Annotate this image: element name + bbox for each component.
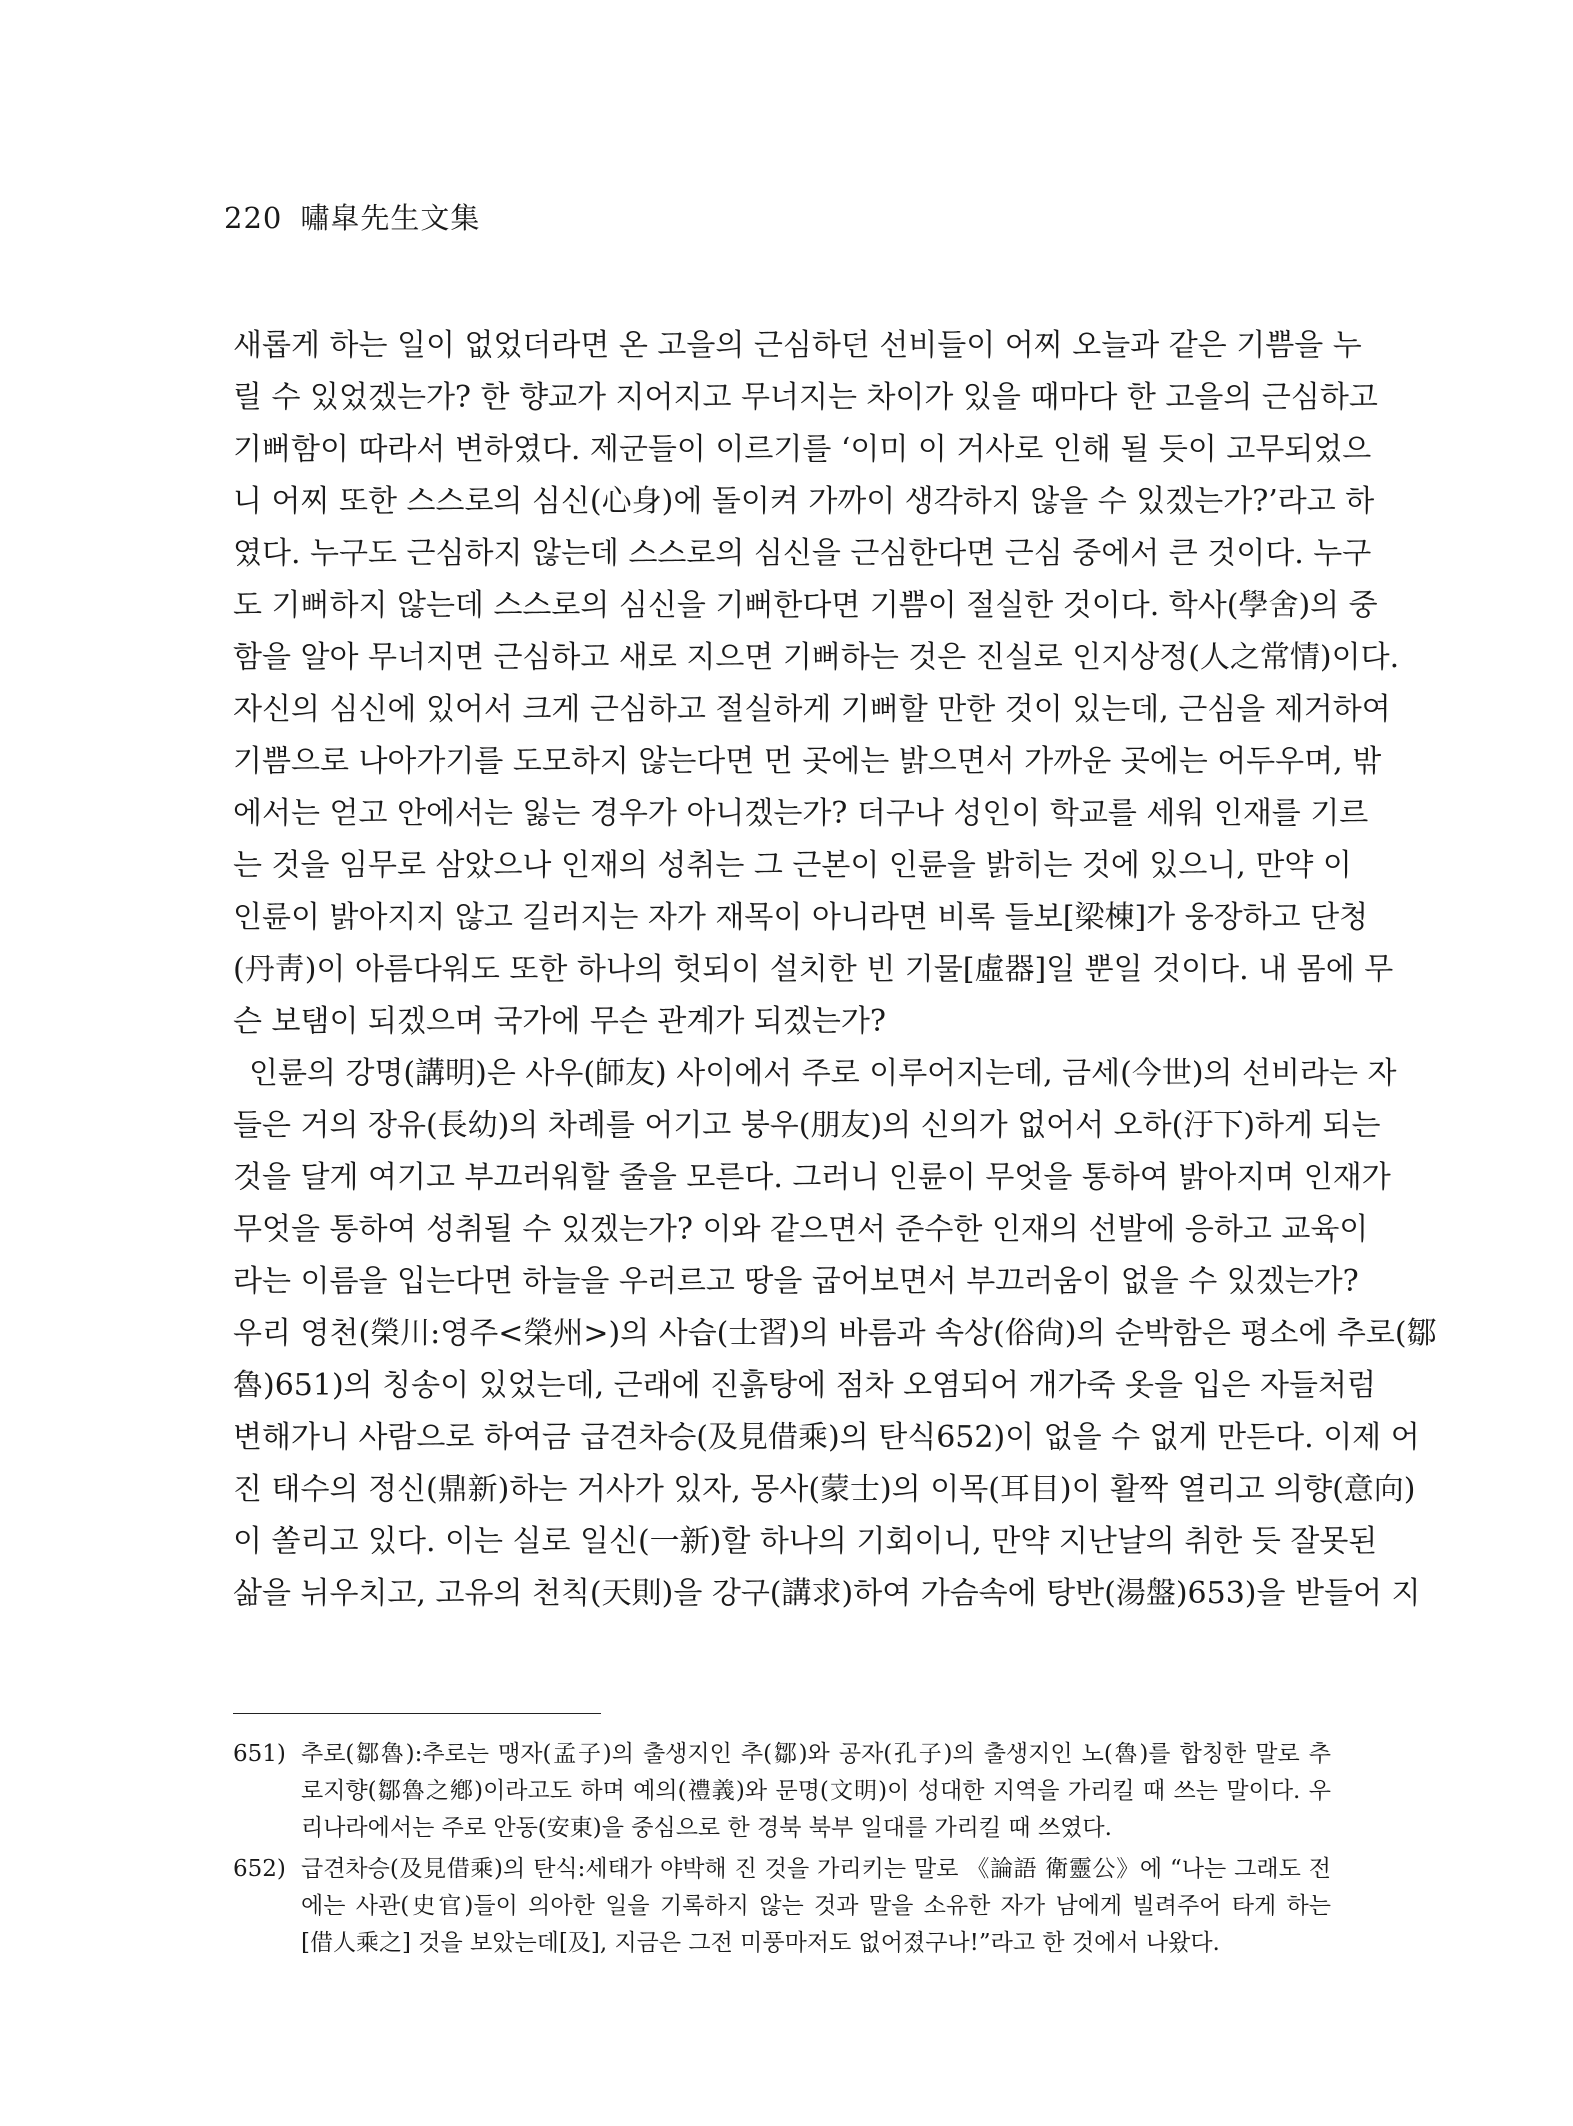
footnote-line: [借人乘之] 것을 보았는데[及], 지금은 그전 미풍마저도 없어졌구나!”라고 한 것에서 나왔다. bbox=[301, 1930, 1220, 1956]
body-line: 것을 달게 여기고 부끄러워할 줄을 모른다. 그러니 인륜이 무엇을 통하여 밝아지며 인재가 bbox=[233, 1160, 1391, 1195]
body-line: 자신의 심신에 있어서 크게 근심하고 절실하게 기뻐할 만한 것이 있는데, 근심을 제거하여 bbox=[233, 692, 1391, 727]
footnote-number: 651) bbox=[233, 1741, 286, 1767]
footnote-652 bbox=[233, 1851, 1331, 1962]
footnote-line: 리나라에서는 주로 안동(安東)을 중심으로 한 경북 북부 일대를 가리킬 때 쓰였다. bbox=[301, 1815, 1112, 1841]
body-line: 魯)651)의 칭송이 있었는데, 근래에 진흙탕에 점차 오염되어 개가죽 옷을 입은 자들처럼 bbox=[233, 1368, 1376, 1403]
body-line: 우리 영천(榮川:영주<榮州>)의 사습(士習)의 바름과 속상(俗尙)의 순박함은 평소에 추로(鄒 bbox=[233, 1316, 1437, 1351]
body-line: (丹靑)이 아름다워도 또한 하나의 헛되이 설치한 빈 기물[虛器]일 뿐일 것이다. 내 몸에 무 bbox=[233, 952, 1394, 987]
footnote-651 bbox=[233, 1736, 1331, 1847]
body-line: 니 어찌 또한 스스로의 심신(心身)에 돌이켜 가까이 생각하지 않을 수 있겠는가?’라고 하 bbox=[233, 484, 1375, 519]
body-line: 도 기뻐하지 않는데 스스로의 심신을 기뻐한다면 기쁨이 절실한 것이다. 학사(學舍)의 중 bbox=[233, 588, 1378, 623]
body-line: 슨 보탬이 되겠으며 국가에 무슨 관계가 되겠는가? bbox=[233, 1004, 886, 1039]
page-number: 220 bbox=[224, 201, 283, 235]
body-line: 들은 거의 장유(長幼)의 차례를 어기고 붕우(朋友)의 신의가 없어서 오하(汙下)하게 되는 bbox=[233, 1108, 1381, 1143]
footnote-line: 급견차승(及見借乘)의 탄식:세태가 야박해 진 것을 가리키는 말로 《論語 衛靈公》에 “나는 그래도 전 bbox=[301, 1856, 1331, 1882]
body-line: 인륜이 밝아지지 않고 길러지는 자가 재목이 아니라면 비록 들보[梁棟]가 웅장하고 단청 bbox=[233, 900, 1369, 935]
footnote-divider bbox=[233, 1713, 601, 1714]
body-line: 는 것을 임무로 삼았으나 인재의 성취는 그 근본이 인륜을 밝히는 것에 있으니, 만약 이 bbox=[233, 848, 1352, 883]
book-title: 嘯皐先生文集 bbox=[300, 201, 481, 235]
body-line: 삶을 뉘우치고, 고유의 천칙(天則)을 강구(講求)하여 가슴속에 탕반(湯盤)653)을 받들어 지 bbox=[233, 1576, 1421, 1611]
running-header bbox=[224, 196, 480, 237]
main-body-text bbox=[233, 320, 1437, 1620]
body-line: 인륜의 강명(講明)은 사우(師友) 사이에서 주로 이루어지는데, 금세(今世)의 선비라는 자 bbox=[249, 1056, 1397, 1091]
body-line: 였다. 누구도 근심하지 않는데 스스로의 심신을 근심한다면 근심 중에서 큰 것이다. 누구 bbox=[233, 536, 1372, 571]
body-line: 진 태수의 정신(鼎新)하는 거사가 있자, 몽사(蒙士)의 이목(耳目)이 활짝 열리고 의향(意向) bbox=[233, 1472, 1416, 1507]
footnote-line: 에는 사관(史官)들이 의아한 일을 기록하지 않는 것과 말을 소유한 자가 남에게 빌려주어 타게 하는 bbox=[301, 1893, 1331, 1919]
footnote-line: 로지향(鄒魯之鄕)이라고도 하며 예의(禮義)와 문명(文明)이 성대한 지역을 가리킬 때 쓰는 말이다. 우 bbox=[301, 1778, 1331, 1804]
body-line: 무엇을 통하여 성취될 수 있겠는가? 이와 같으면서 준수한 인재의 선발에 응하고 교육이 bbox=[233, 1212, 1369, 1247]
body-line: 라는 이름을 입는다면 하늘을 우러르고 땅을 굽어보면서 부끄러움이 없을 수 있겠는가? bbox=[233, 1264, 1359, 1299]
body-line: 변해가니 사람으로 하여금 급견차승(及見借乘)의 탄식652)이 없을 수 없게 만든다. 이제 어 bbox=[233, 1420, 1420, 1455]
body-line: 이 쏠리고 있다. 이는 실로 일신(一新)할 하나의 기회이니, 만약 지난날의 취한 듯 잘못된 bbox=[233, 1524, 1378, 1559]
body-line: 기뻐함이 따라서 변하였다. 제군들이 이르기를 ‘이미 이 거사로 인해 될 듯이 고무되었으 bbox=[233, 432, 1372, 467]
footnotes bbox=[233, 1736, 1331, 1966]
body-line: 릴 수 있었겠는가? 한 향교가 지어지고 무너지는 차이가 있을 때마다 한 고을의 근심하고 bbox=[233, 380, 1378, 415]
footnote-number: 652) bbox=[233, 1856, 286, 1882]
body-line: 에서는 얻고 안에서는 잃는 경우가 아니겠는가? 더구나 성인이 학교를 세워 인재를 기르 bbox=[233, 796, 1369, 831]
body-line: 기쁨으로 나아가기를 도모하지 않는다면 먼 곳에는 밝으면서 가까운 곳에는 어두우며, 밖 bbox=[233, 744, 1382, 779]
body-line: 새롭게 하는 일이 없었더라면 온 고을의 근심하던 선비들이 어찌 오늘과 같은 기쁨을 누 bbox=[233, 328, 1362, 363]
footnote-line: 추로(鄒魯):추로는 맹자(孟子)의 출생지인 추(鄒)와 공자(孔子)의 출생지인 노(魯)를 합칭한 말로 추 bbox=[301, 1741, 1331, 1767]
body-line: 함을 알아 무너지면 근심하고 새로 지으면 기뻐하는 것은 진실로 인지상정(人之常情)이다. bbox=[233, 640, 1400, 675]
